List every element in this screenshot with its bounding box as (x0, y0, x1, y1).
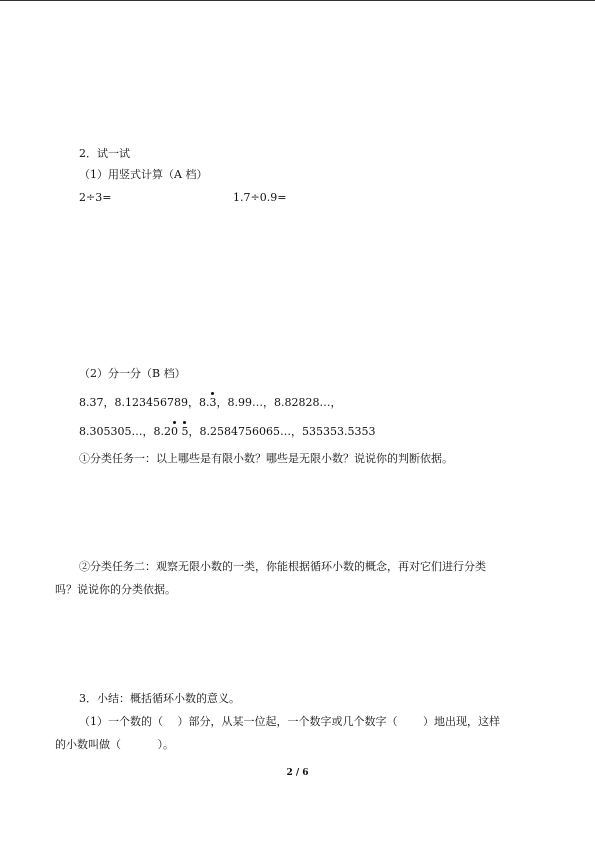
summary-line-2: 的小数叫做（ ）。 (55, 738, 174, 751)
row1-text-a: 8.37，8.123456789，8. (79, 396, 210, 409)
repeating-digit: 3 (209, 396, 217, 409)
row2-text-a: 8.305305…，8.2 (79, 425, 171, 438)
header-rule (0, 0, 595, 1)
decimal-list-row-1 (79, 396, 341, 410)
repeating-digit-end: 5 (181, 425, 189, 438)
repeating-digit-start: 0 (170, 425, 178, 438)
section2-heading: 2．试一试 (79, 147, 130, 160)
decimal-list-row-2 (79, 425, 375, 439)
section3-heading: 3．小结：概括循环小数的意义。 (79, 692, 240, 705)
summary-line-1: （1）一个数的（ ）部分，从某一位起，一个数字或几个数字（ ）地出现，这样 (79, 715, 500, 728)
part1-title: （1）用竖式计算（A 档） (79, 168, 208, 181)
problem-a: 2÷3= (79, 191, 112, 204)
page-number: 2 / 6 (286, 768, 309, 778)
part2-title: （2）分一分（B 档） (79, 367, 186, 380)
classification-task-1: ①分类任务一：以上哪些是有限小数？哪些是无限小数？说说你的判断依据。 (79, 452, 453, 465)
classification-task-2-line-2: 吗？说说你的分类依据。 (55, 583, 176, 596)
problem-b: 1.7÷0.9= (233, 191, 287, 204)
classification-task-2-line-1: ②分类任务二：观察无限小数的一类，你能根据循环小数的概念，再对它们进行分类 (79, 560, 486, 573)
row1-text-b: ，8.99…，8.82828…， (216, 396, 342, 409)
row2-text-b: ，8.2584756065…，535353.5353 (188, 425, 376, 438)
